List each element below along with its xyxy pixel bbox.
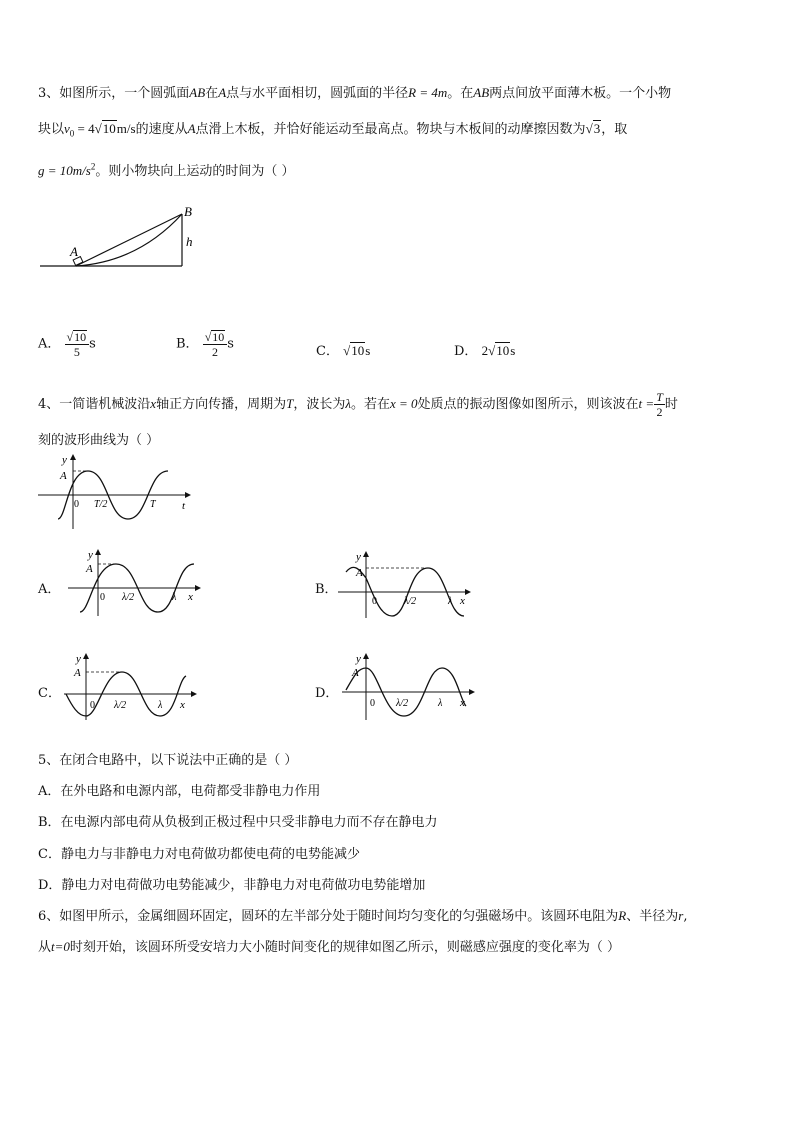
- q4-option-a-graph[interactable]: [66, 546, 206, 618]
- q3-mu: √3: [585, 121, 601, 136]
- q4-d-y: y: [356, 653, 361, 665]
- q3-text: 3、如图所示，一个圆弧面: [38, 86, 190, 101]
- q3-fig-b: B: [184, 204, 192, 219]
- q3-v0: $v_0 = 4√10m/s$: [64, 121, 136, 139]
- q3-text: 的速度从: [135, 122, 188, 137]
- q4-t: T: [286, 396, 294, 411]
- q3-fig-h: h: [186, 234, 193, 249]
- q3-figure: [38, 200, 208, 272]
- q4-option-c-label[interactable]: C．: [38, 686, 61, 701]
- q4-b-y: y: [356, 551, 361, 563]
- q4-option-d-label[interactable]: D．: [315, 686, 339, 701]
- q3-text: 。在: [447, 86, 474, 101]
- q6-t0: t=0: [51, 939, 70, 954]
- q4-text: 4、一简谐机械波沿: [38, 397, 151, 412]
- q6-r-resist: R: [618, 908, 627, 923]
- q4-a-y: y: [88, 549, 93, 561]
- q3-a: A: [187, 121, 196, 136]
- q6-r-radius: r: [678, 908, 684, 923]
- q4-x: x: [150, 396, 157, 411]
- q4-text: ，波长为: [293, 397, 346, 412]
- q4-t-frac: $\frac{T}{2}$: [656, 390, 663, 419]
- q4-option-d-graph[interactable]: [340, 650, 480, 722]
- q4-b-half: λ/2: [404, 596, 417, 607]
- q4-main-t: t: [182, 500, 186, 512]
- q6-text: ,: [683, 909, 688, 924]
- q4-c-x: x: [180, 699, 185, 711]
- q4-d-amp: A: [352, 667, 359, 679]
- q4-option-b-graph[interactable]: [336, 548, 476, 620]
- q3-a: A: [218, 85, 227, 100]
- q3-text: ，取: [601, 122, 628, 137]
- q3-g: $g = 10m/s^2$: [38, 161, 96, 178]
- q4-c-half: λ/2: [114, 700, 127, 711]
- q4-main-full: T: [150, 499, 156, 510]
- q4-b-x: x: [460, 595, 465, 607]
- q4-option-a-label[interactable]: A．: [38, 582, 61, 597]
- q5-option-d[interactable]: D．静电力对电荷做功电势能减少，非静电力对电荷做功电势能增加: [38, 878, 426, 893]
- q4-d-zero: 0: [370, 698, 375, 709]
- q3-line1: [38, 82, 671, 101]
- q3-fig-a: A: [70, 244, 78, 259]
- q4-text: 。若在: [350, 397, 390, 412]
- q6-text: 时刻开始，该圆环所受安培力大小随时间变化的规律如图乙所示，则磁感应强度的变化率为（ ）: [69, 940, 621, 955]
- q4-option-c-graph[interactable]: [62, 650, 202, 722]
- q3-line2: [38, 118, 627, 139]
- q3-text: 两点间放平面薄木板。一个小物: [489, 86, 672, 101]
- q4-b-amp: A: [356, 567, 363, 579]
- q3-option-c[interactable]: C． √10s: [316, 343, 371, 359]
- q6-line2: [38, 936, 620, 955]
- q4-text: 时: [664, 397, 678, 412]
- q4-line2: 刻的波形曲线为（ ）: [38, 433, 160, 448]
- q3-text: 点滑上木板，并恰好能运动至最高点。物块与木板间的动摩擦因数为: [195, 122, 586, 137]
- q4-b-zero: 0: [372, 596, 377, 607]
- q4-main-a: A: [60, 470, 67, 482]
- q5-option-a[interactable]: A．在外电路和电源内部，电荷都受非静电力作用: [38, 784, 321, 799]
- q5-stem: 5、在闭合电路中，以下说法中正确的是（ ）: [38, 753, 298, 768]
- q4-lambda: λ: [345, 396, 351, 411]
- q4-line1: [38, 391, 678, 418]
- q4-x0: x = 0: [389, 396, 418, 411]
- q3-option-b[interactable]: B． $\frac{√10}{2}$ s: [176, 330, 234, 359]
- q4-main-y: y: [62, 454, 67, 466]
- q4-main-zero: 0: [74, 499, 79, 510]
- q3-ab: AB: [189, 85, 206, 100]
- q4-c-amp: A: [74, 667, 81, 679]
- q4-a-zero: 0: [100, 592, 105, 603]
- q3-ab: AB: [473, 85, 490, 100]
- q3-option-a[interactable]: A． $\frac{√10}{5}$ s: [38, 330, 96, 359]
- q3-radius: R = 4m: [408, 85, 448, 100]
- q3-text: 块以: [38, 122, 65, 137]
- q3-text: 在: [205, 86, 219, 101]
- q6-text: 6、如图甲所示，金属细圆环固定，圆环的左半部分处于随时间均匀变化的匀强磁场中。该圆环电阻为: [38, 909, 619, 924]
- q5-option-c[interactable]: C．静电力与非静电力对电荷做功都使电荷的电势能减少: [38, 847, 360, 862]
- q4-d-x: x: [460, 697, 465, 709]
- q4-a-amp: A: [86, 563, 93, 575]
- q4-text: 处质点的振动图像如图所示，则该波在: [417, 397, 639, 412]
- q4-a-full: λ: [172, 592, 177, 603]
- q4-b-full: λ: [448, 596, 453, 607]
- q3-option-d[interactable]: D． 2√10s: [454, 343, 516, 359]
- q3-text: 点与水平面相切，圆弧面的半径: [226, 86, 409, 101]
- q4-vibration-graph: [38, 453, 198, 533]
- q4-d-full: λ: [438, 698, 443, 709]
- q4-c-full: λ: [158, 700, 163, 711]
- q4-a-half: λ/2: [122, 592, 135, 603]
- q6-line1: [38, 905, 687, 924]
- q6-text: 、半径为: [626, 909, 679, 924]
- q4-main-half: T/2: [94, 499, 108, 510]
- q3-line3: [38, 160, 294, 179]
- q4-c-zero: 0: [90, 700, 95, 711]
- q3-text: 。则小物块向上运动的时间为（ ）: [95, 164, 295, 179]
- q4-t-eq: t =: [638, 396, 655, 411]
- q5-option-b[interactable]: B．在电源内部电荷从负极到正极过程中只受非静电力而不存在静电力: [38, 815, 438, 830]
- q4-a-x: x: [188, 591, 193, 603]
- q6-text: 从: [38, 940, 52, 955]
- q4-option-b-label[interactable]: B．: [315, 582, 338, 597]
- q4-text: 轴正方向传播，周期为: [156, 397, 287, 412]
- q4-c-y: y: [76, 653, 81, 665]
- q4-d-half: λ/2: [396, 698, 409, 709]
